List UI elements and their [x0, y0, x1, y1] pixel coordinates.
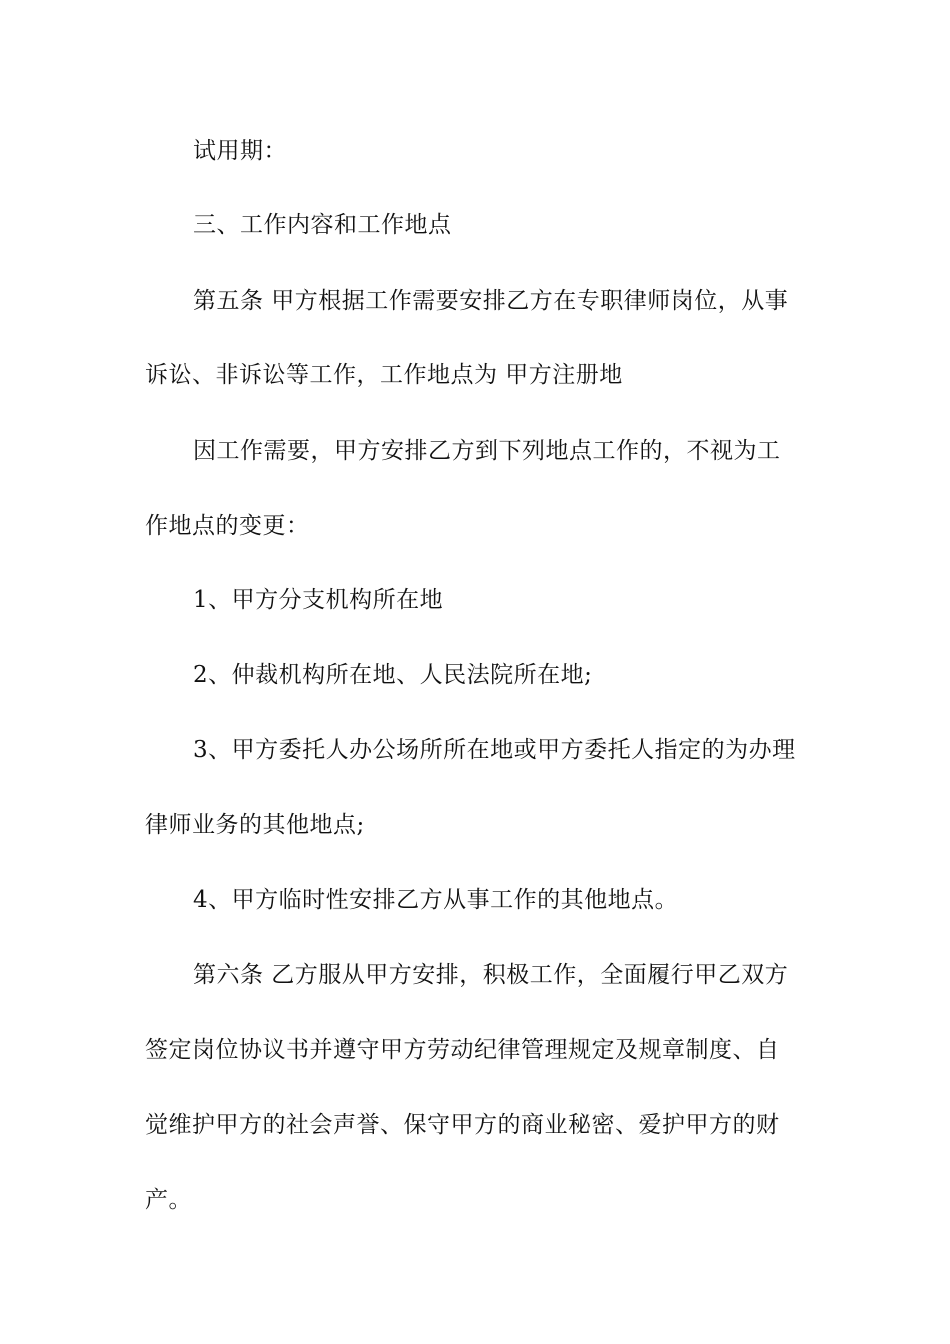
list-item-3-line-1: 3、甲方委托人办公场所所在地或甲方委托人指定的为办理: [193, 737, 796, 763]
article-5-line-1: 第五条 甲方根据工作需要安排乙方在专职律师岗位，从事: [193, 288, 789, 314]
list-item-1: 1、甲方分支机构所在地: [193, 587, 444, 613]
article-6-line-1: 第六条 乙方服从甲方安排，积极工作，全面履行甲乙双方: [193, 962, 789, 988]
article-6-line-2: 签定岗位协议书并遵守甲方劳动纪律管理规定及规章制度、自: [145, 1037, 780, 1063]
article-5-line-2: 诉讼、非诉讼等工作，工作地点为 甲方注册地: [145, 362, 623, 388]
probation-period-label: 试用期：: [193, 138, 287, 164]
list-item-3-line-2: 律师业务的其他地点;: [145, 812, 365, 838]
section-heading: 三、工作内容和工作地点: [193, 212, 452, 238]
article-6-line-3: 觉维护甲方的社会声誉、保守甲方的商业秘密、爱护甲方的财: [145, 1112, 780, 1138]
list-item-2: 2、仲裁机构所在地、人民法院所在地;: [193, 662, 593, 688]
paragraph-line-2: 作地点的变更：: [145, 513, 310, 539]
paragraph-line-1: 因工作需要，甲方安排乙方到下列地点工作的，不视为工: [193, 438, 781, 464]
list-item-4: 4、甲方临时性安排乙方从事工作的其他地点。: [193, 887, 679, 913]
article-6-line-4: 产。: [145, 1187, 192, 1213]
